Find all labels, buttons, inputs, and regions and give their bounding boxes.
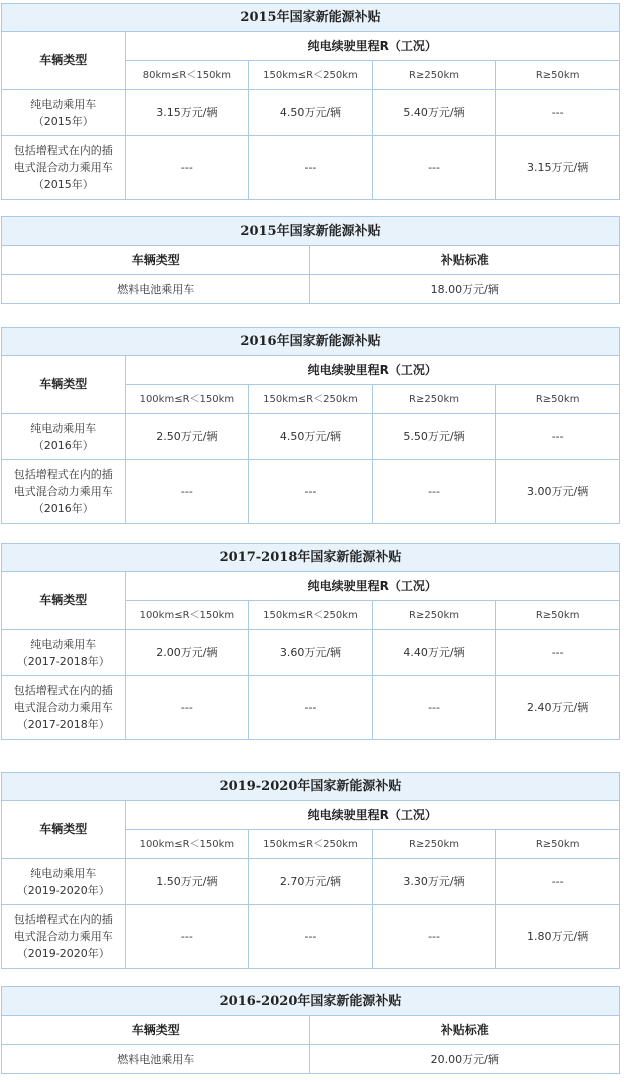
table-title: 2015年国家新能源补贴: [2, 217, 620, 246]
subsidy-table-2019-2020-range: [1, 772, 620, 969]
phev-value: ---: [372, 905, 496, 969]
vehicle-type-header: 车辆类型: [2, 801, 126, 859]
range-col-4: R≥50km: [496, 385, 620, 414]
range-col-4: R≥50km: [496, 61, 620, 90]
bev-row-label: 纯电动乘用车 （2017-2018年）: [2, 630, 126, 676]
phev-value: 3.15万元/辆: [496, 136, 620, 200]
range-header: 纯电续驶里程R（工况）: [125, 801, 619, 830]
subsidy-standard-header: 补贴标准: [310, 246, 620, 275]
bev-row-label: 纯电动乘用车 （2019-2020年）: [2, 859, 126, 905]
range-col-2: 150km≤R＜250km: [249, 385, 373, 414]
bev-value: 2.00万元/辆: [125, 630, 249, 676]
phev-row-label: 包括增程式在内的插 电式混合动力乘用车 （2017-2018年）: [2, 676, 126, 740]
bev-value: 2.50万元/辆: [125, 414, 249, 460]
phev-row-label: 包括增程式在内的插 电式混合动力乘用车 （2015年）: [2, 136, 126, 200]
phev-value: 2.40万元/辆: [496, 676, 620, 740]
range-col-2: 150km≤R＜250km: [249, 61, 373, 90]
range-header: 纯电续驶里程R（工况）: [125, 356, 619, 385]
bev-value: 2.70万元/辆: [249, 859, 373, 905]
bev-value: 4.50万元/辆: [249, 414, 373, 460]
range-col-2: 150km≤R＜250km: [249, 601, 373, 630]
phev-value: 1.80万元/辆: [496, 905, 620, 969]
phev-value: ---: [372, 676, 496, 740]
range-col-1: 100km≤R＜150km: [125, 830, 249, 859]
phev-value: ---: [125, 905, 249, 969]
subsidy-table-2015-range: [1, 3, 620, 200]
vehicle-type-header: 车辆类型: [2, 572, 126, 630]
bev-value: 5.40万元/辆: [372, 90, 496, 136]
bev-value: ---: [496, 414, 620, 460]
bev-value: ---: [496, 90, 620, 136]
bev-value: 3.15万元/辆: [125, 90, 249, 136]
table-title: 2016-2020年国家新能源补贴: [2, 987, 620, 1016]
range-col-3: R≥250km: [372, 830, 496, 859]
fuel-cell-value: 18.00万元/辆: [310, 275, 620, 304]
phev-value: ---: [249, 676, 373, 740]
range-col-3: R≥250km: [372, 385, 496, 414]
bev-value: 3.30万元/辆: [372, 859, 496, 905]
range-header: 纯电续驶里程R（工况）: [125, 572, 619, 601]
bev-value: 1.50万元/辆: [125, 859, 249, 905]
vehicle-type-header: 车辆类型: [2, 246, 310, 275]
bev-value: 3.60万元/辆: [249, 630, 373, 676]
range-col-1: 100km≤R＜150km: [125, 385, 249, 414]
phev-row-label: 包括增程式在内的插 电式混合动力乘用车 （2016年）: [2, 460, 126, 524]
range-col-2: 150km≤R＜250km: [249, 830, 373, 859]
phev-value: ---: [372, 136, 496, 200]
range-col-3: R≥250km: [372, 61, 496, 90]
bev-row-label: 纯电动乘用车 （2015年）: [2, 90, 126, 136]
phev-value: ---: [125, 676, 249, 740]
table-title: 2019-2020年国家新能源补贴: [2, 773, 620, 801]
vehicle-type-header: 车辆类型: [2, 32, 126, 90]
phev-value: ---: [125, 460, 249, 524]
subsidy-table-2015-fuel-cell: [1, 216, 620, 304]
phev-value: ---: [249, 905, 373, 969]
bev-value: 4.40万元/辆: [372, 630, 496, 676]
bev-value: ---: [496, 859, 620, 905]
range-col-4: R≥50km: [496, 601, 620, 630]
fuel-cell-label: 燃料电池乘用车: [2, 1045, 310, 1074]
subsidy-table-2016-2020-fuel-cell: [1, 986, 620, 1074]
range-col-4: R≥50km: [496, 830, 620, 859]
range-header: 纯电续驶里程R（工况）: [125, 32, 619, 61]
table-title: 2016年国家新能源补贴: [2, 328, 620, 356]
vehicle-type-header: 车辆类型: [2, 356, 126, 414]
phev-value: 3.00万元/辆: [496, 460, 620, 524]
phev-value: ---: [372, 460, 496, 524]
subsidy-standard-header: 补贴标准: [310, 1016, 620, 1045]
bev-value: 4.50万元/辆: [249, 90, 373, 136]
phev-value: ---: [125, 136, 249, 200]
fuel-cell-value: 20.00万元/辆: [310, 1045, 620, 1074]
table-title: 2015年国家新能源补贴: [2, 4, 620, 32]
subsidy-table-2016-range: [1, 327, 620, 524]
vehicle-type-header: 车辆类型: [2, 1016, 310, 1045]
range-col-1: 80km≤R＜150km: [125, 61, 249, 90]
table-title: 2017-2018年国家新能源补贴: [2, 544, 620, 572]
phev-row-label: 包括增程式在内的插 电式混合动力乘用车 （2019-2020年）: [2, 905, 126, 969]
phev-value: ---: [249, 136, 373, 200]
bev-value: ---: [496, 630, 620, 676]
phev-value: ---: [249, 460, 373, 524]
subsidy-table-2017-2018-range: [1, 543, 620, 740]
range-col-1: 100km≤R＜150km: [125, 601, 249, 630]
range-col-3: R≥250km: [372, 601, 496, 630]
fuel-cell-label: 燃料电池乘用车: [2, 275, 310, 304]
bev-row-label: 纯电动乘用车 （2016年）: [2, 414, 126, 460]
bev-value: 5.50万元/辆: [372, 414, 496, 460]
